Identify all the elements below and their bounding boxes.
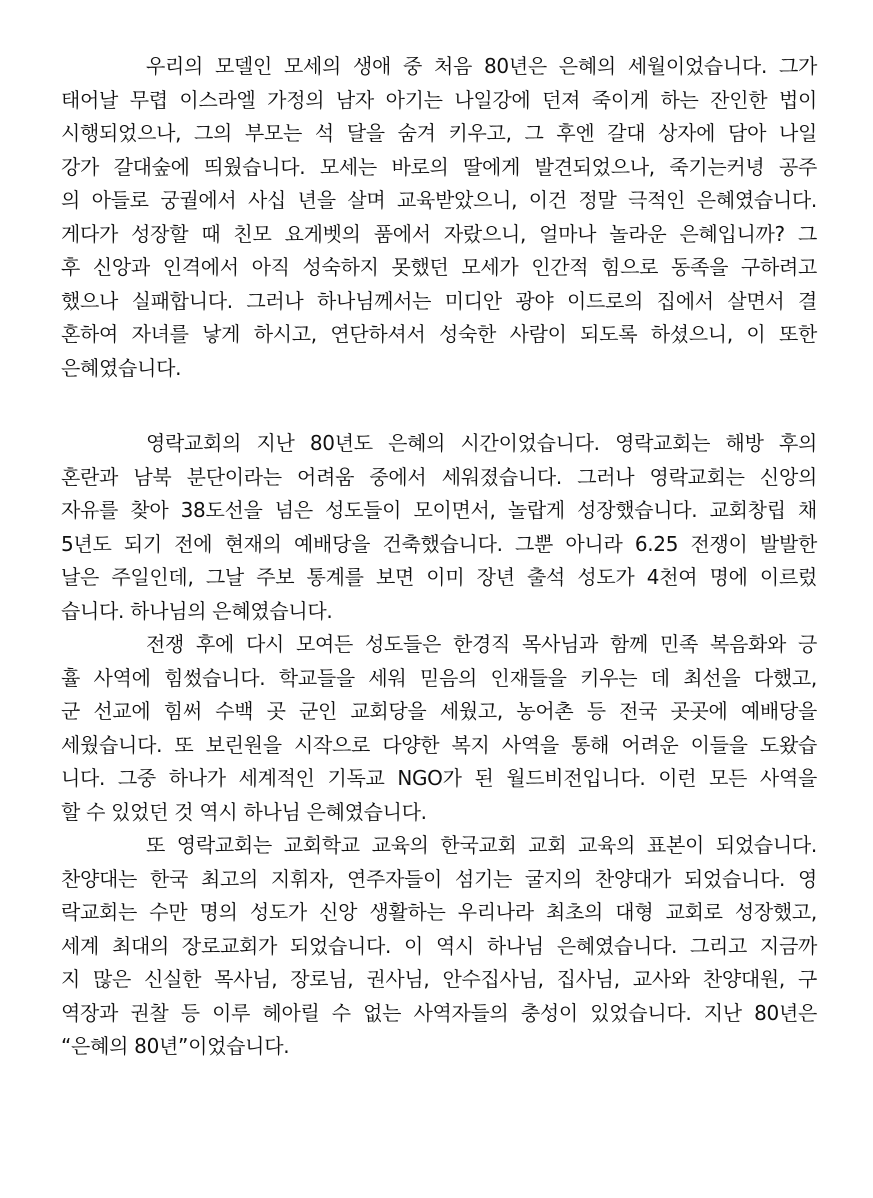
text-line: 세웠습니다. 또 보린원을 시작으로 다양한 복지 사역을 통해 어려운 이들을 도왔습 (61, 732, 817, 757)
text-line: 니다. 그중 하나가 세계적인 기독교 NGO가 된 월드비전입니다. 이런 모든 사역을 (61, 766, 817, 790)
text-line: “은혜의 80년”이었습니다. (61, 1034, 290, 1058)
text-line: 혼란과 남북 분단이라는 어려움 중에서 세워졌습니다. 그러나 영락교회는 신앙의 (61, 464, 817, 489)
paragraph-church-history (61, 427, 817, 628)
text-line: 습니다. 하나님의 은혜였습니다. (61, 598, 333, 623)
paragraph-education (61, 829, 817, 1064)
text-line: 전쟁 후에 다시 모여든 성도들은 한경직 목사님과 함께 민족 복음화와 긍 (146, 632, 817, 656)
paragraph-moses (61, 50, 817, 385)
text-line: 락교회는 수만 명의 성도가 신앙 생활하는 우리나라 최초의 대형 교회로 성장했고, (61, 900, 817, 924)
paragraph-spacer (61, 385, 817, 427)
text-line: 역장과 권찰 등 이루 헤아릴 수 없는 사역자들의 충성이 있었습니다. 지난 80년은 (61, 1000, 817, 1025)
text-line: 태어날 무렵 이스라엘 가정의 남자 아기는 나일강에 던져 죽이게 하는 잔인한 법이 (61, 87, 817, 112)
text-line: 찬양대는 한국 최고의 지휘자, 연주자들이 섬기는 굴지의 찬양대가 되었습니다. 영 (61, 866, 817, 891)
paragraph-post-war (61, 628, 817, 829)
text-line: 게다가 성장할 때 친모 요게벳의 품에서 자랐으니, 얼마나 놀라운 은혜입니까? 그 (61, 221, 817, 246)
text-line: 날은 주일인데, 그날 주보 통계를 보면 이미 장년 출석 성도가 4천여 명에 이르렀 (61, 565, 817, 589)
text-line: 은혜였습니다. (61, 355, 182, 380)
text-line: 지 많은 신실한 목사님, 장로님, 권사님, 안수집사님, 집사님, 교사와 찬양대원, 구 (61, 967, 817, 991)
text-line: 했으나 실패합니다. 그러나 하나님께서는 미디안 광야 이드로의 집에서 살면서 결 (61, 288, 817, 313)
text-line: 할 수 있었던 것 역시 하나님 은혜였습니다. (61, 799, 427, 824)
text-line: 시행되었으나, 그의 부모는 석 달을 숨겨 키우고, 그 후엔 갈대 상자에 담아 나일 (61, 121, 817, 145)
text-line: 5년도 되기 전에 현재의 예배당을 건축했습니다. 그뿐 아니라 6.25 전쟁이 발발한 (61, 531, 817, 556)
document-body (61, 50, 817, 1064)
text-line: 우리의 모델인 모세의 생애 중 처음 80년은 은혜의 세월이었습니다. 그가 (146, 54, 817, 78)
text-line: 의 아들로 궁궐에서 사십 년을 살며 교육받았으니, 이건 정말 극적인 은혜였습니다. (61, 188, 817, 212)
text-line: 또 영락교회는 교회학교 교육의 한국교회 교회 교육의 표본이 되었습니다. (146, 833, 817, 857)
text-line: 강가 갈대숲에 띄웠습니다. 모세는 바로의 딸에게 발견되었으나, 죽기는커녕 공주 (61, 154, 817, 179)
text-line: 자유를 찾아 38도선을 넘은 성도들이 모이면서, 놀랍게 성장했습니다. 교회창립 채 (61, 498, 817, 522)
text-line: 혼하여 자녀를 낳게 하시고, 연단하셔서 성숙한 사람이 되도록 하셨으니, 이 또한 (61, 322, 817, 346)
text-line: 군 선교에 힘써 수백 곳 군인 교회당을 세웠고, 농어촌 등 전국 곳곳에 예배당을 (61, 699, 817, 723)
text-line: 영락교회의 지난 80년도 은혜의 시간이었습니다. 영락교회는 해방 후의 (146, 431, 817, 455)
text-line: 휼 사역에 힘썼습니다. 학교들을 세워 믿음의 인재들을 키우는 데 최선을 다했고, (61, 665, 817, 690)
text-line: 세계 최대의 장로교회가 되었습니다. 이 역시 하나님 은혜였습니다. 그리고 지금까 (61, 933, 817, 958)
text-line: 후 신앙과 인격에서 아직 성숙하지 못했던 모세가 인간적 힘으로 동족을 구하려고 (61, 255, 817, 279)
